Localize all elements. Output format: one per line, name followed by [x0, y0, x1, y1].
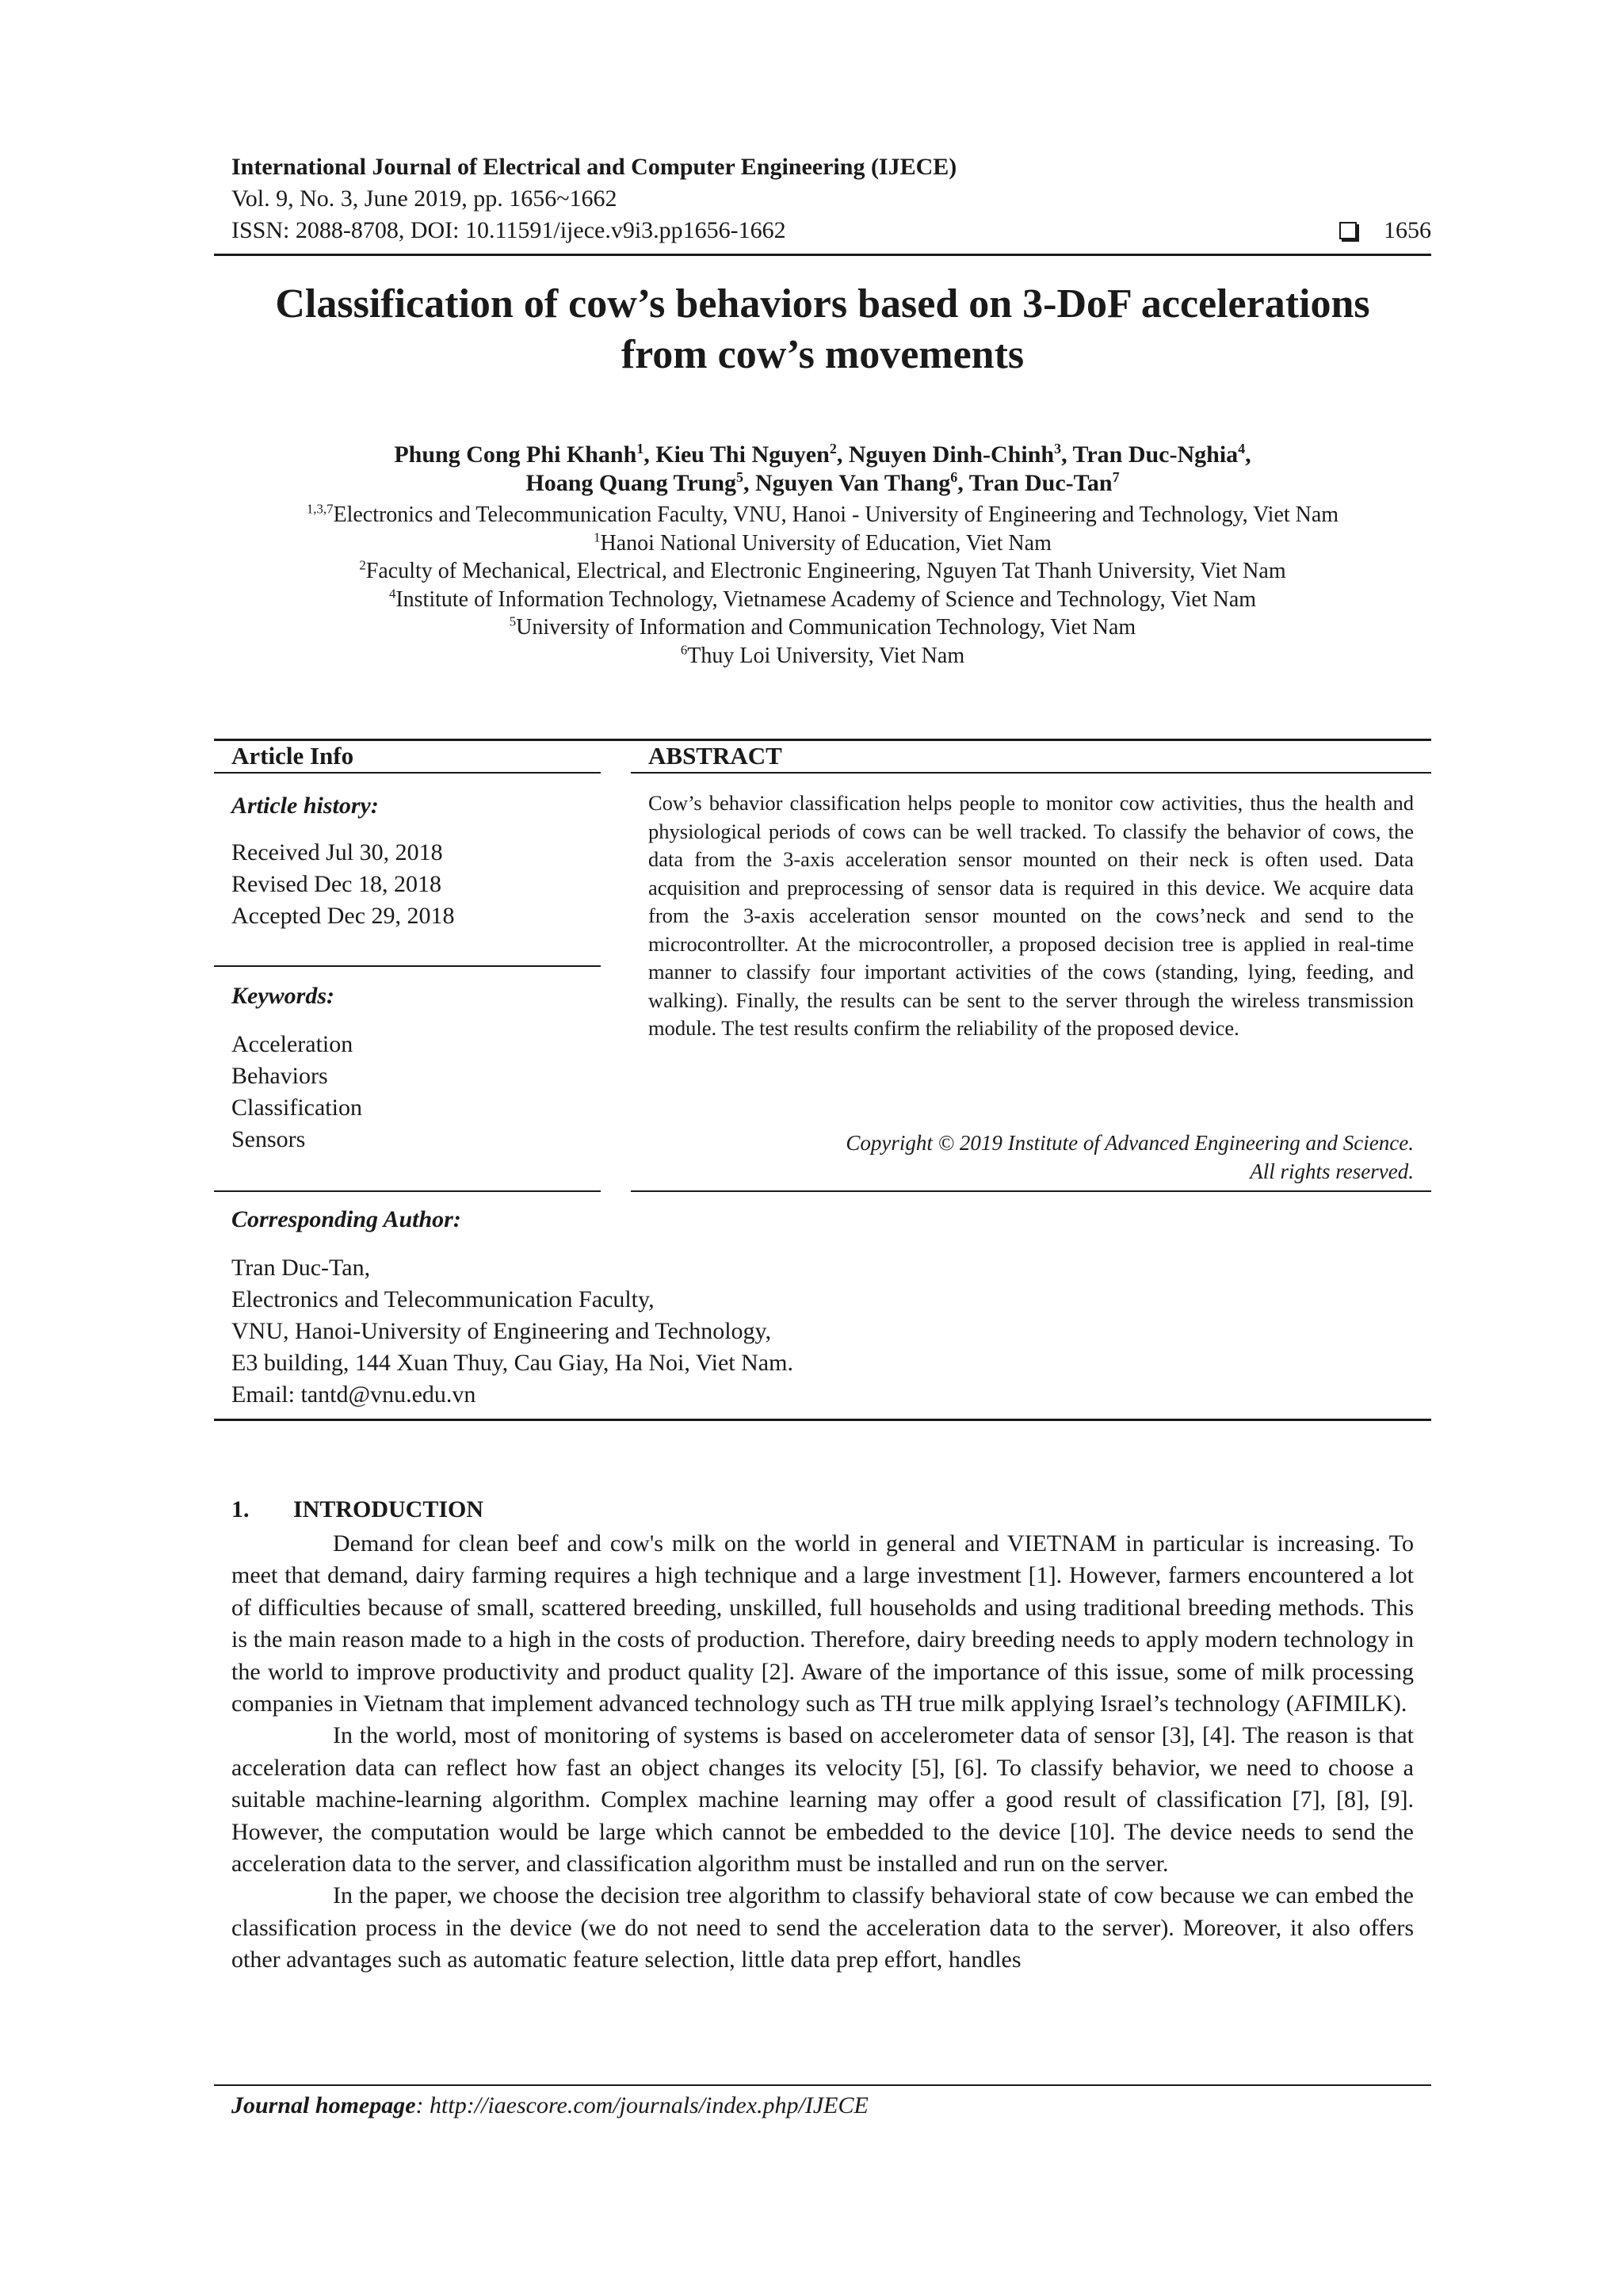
affiliation — [214, 642, 1431, 670]
received-date: Received Jul 30, 2018 — [231, 839, 443, 865]
article-info-underline — [214, 772, 601, 774]
copyright-line-2: All rights reserved. — [1250, 1159, 1414, 1183]
affiliation-sup: 6 — [680, 642, 688, 658]
article-history-label: Article history: — [231, 793, 379, 819]
affiliation-sup: 1,3,7 — [306, 501, 334, 517]
revised-date: Revised Dec 18, 2018 — [231, 871, 441, 897]
affiliation — [214, 586, 1431, 614]
journal-homepage — [231, 2092, 869, 2119]
author-sup: 2 — [829, 441, 837, 457]
author-sup: 1 — [636, 441, 644, 457]
title-line-1: Classification of cow’s behaviors based on 3-DoF accelerations — [275, 281, 1370, 327]
introduction-body — [231, 1528, 1414, 1977]
author-sep: , — [643, 441, 656, 468]
keywords-label: Keywords: — [231, 983, 334, 1009]
affiliation-sup: 2 — [359, 557, 366, 573]
affiliation — [214, 613, 1431, 642]
abstract-heading: ABSTRACT — [648, 742, 782, 770]
author-sep: , — [836, 441, 849, 468]
introduction-heading — [231, 1496, 483, 1523]
affiliation — [214, 529, 1431, 558]
author-name: Hoang Quang Trung — [525, 470, 737, 496]
author-sup: 5 — [736, 469, 744, 485]
volume-info: Vol. 9, No. 3, June 2019, pp. 1656~1662 — [231, 185, 617, 212]
author-sep: , — [1061, 441, 1073, 468]
corresponding-author-details — [231, 1252, 793, 1411]
corresponding-line: Electronics and Telecommunication Faculty, — [231, 1286, 655, 1312]
author-sep: , — [743, 470, 756, 496]
article-info-heading: Article Info — [231, 742, 354, 770]
author-name: Kieu Thi Nguyen — [655, 441, 830, 468]
corresponding-line: Tran Duc-Tan, — [231, 1255, 371, 1281]
page-number: 1656 — [1384, 217, 1431, 243]
affiliation-text: University of Information and Communication Technology, Viet Nam — [516, 615, 1136, 640]
author-line-2 — [214, 469, 1431, 498]
affiliation-text: Hanoi National University of Education, Viet Nam — [600, 530, 1052, 556]
square-bullet-icon — [1339, 222, 1357, 239]
affiliation — [214, 557, 1431, 586]
keyword: Acceleration — [231, 1031, 353, 1057]
affiliation-sup: 1 — [594, 529, 601, 545]
section-title: INTRODUCTION — [293, 1496, 484, 1522]
author-sup: 7 — [1112, 469, 1120, 485]
homepage-url[interactable]: : http://iaescore.com/journals/index.php/IJECE — [415, 2092, 869, 2118]
keywords-bottom-rule — [214, 1190, 601, 1192]
homepage-label: Journal homepage — [231, 2092, 416, 2118]
affiliation-text: Faculty of Mechanical, Electrical, and Electronic Engineering, Nguyen Tat Thanh University, Viet Nam — [365, 559, 1286, 583]
paper-title — [214, 279, 1431, 380]
author-sup: 4 — [1238, 441, 1246, 457]
affiliation-text: Institute of Information Technology, Vietnamese Academy of Science and Technology, Viet Nam — [395, 586, 1257, 612]
author-sep: , — [1245, 441, 1251, 468]
author-sup: 3 — [1054, 441, 1062, 457]
corresponding-email: Email: tantd@vnu.edu.vn — [231, 1381, 476, 1408]
keyword: Behaviors — [231, 1063, 328, 1089]
info-top-rule — [214, 739, 1431, 741]
corresponding-line: E3 building, 144 Xuan Thuy, Cau Giay, Ha Noi, Viet Nam. — [231, 1350, 793, 1376]
keyword: Classification — [231, 1095, 362, 1121]
author-line-1 — [214, 441, 1431, 469]
corresponding-author-label: Corresponding Author: — [231, 1206, 461, 1232]
front-matter-end-rule — [214, 1419, 1431, 1421]
issn-doi: ISSN: 2088-8708, DOI: 10.11591/ijece.v9i3.pp1656-1662 — [231, 217, 786, 243]
copyright-notice — [701, 1129, 1414, 1186]
body-paragraph: In the paper, we choose the decision tree algorithm to classify behavioral state of cow because we can embed the classification process in the device (we do not need to send the acceleration data to the server). Moreover, it also offers other advantages such as automatic feature selection, little data prep effort, handles — [231, 1882, 1414, 1973]
page-number-group — [1339, 217, 1431, 244]
accepted-date: Accepted Dec 29, 2018 — [231, 903, 455, 929]
affiliation-sup: 5 — [509, 613, 517, 629]
history-divider — [214, 965, 601, 967]
body-paragraph: Demand for clean beef and cow's milk on the world in general and VIETNAM in particular is increasing. To meet that demand, dairy farming requires a high technique and a large investment [1]. However, farmers encountered a lot of difficulties because of small, scattered breeding, unskilled, full households and using traditional breeding methods. This is the main reason made to a high in the costs of production. Therefore, dairy breeding needs to apply modern technology in the world to improve productivity and product quality [2]. Aware of the importance of this issue, some of milk processing companies in Vietnam that implement advanced technology such as TH true milk applying Israel’s technology (AFIMILK). — [231, 1530, 1414, 1717]
author-name: Tran Duc-Tan — [968, 470, 1113, 496]
author-name: Tran Duc-Nghia — [1072, 441, 1239, 468]
author-name: Phung Cong Phi Khanh — [394, 441, 637, 468]
header-divider — [214, 254, 1431, 256]
author-list — [214, 441, 1431, 498]
copyright-line-1: Copyright © 2019 Institute of Advanced Engineering and Science. — [846, 1131, 1414, 1155]
author-sep: , — [957, 470, 969, 496]
affiliation-text: Thuy Loi University, Viet Nam — [687, 643, 965, 668]
author-name: Nguyen Van Thang — [755, 470, 951, 496]
abstract-underline — [631, 772, 1431, 774]
affiliation-sup: 4 — [388, 586, 396, 602]
article-history — [231, 837, 455, 932]
body-paragraph: In the world, most of monitoring of systems is based on accelerometer data of sensor [3], [4]. The reason is that acceleration data can reflect how fast an object changes its velocity [5], [6]. To classify behavior, we need to choose a suitable machine-learning algorithm. Complex machine learning may offer a good result of classification [7], [8], [9]. However, the computation would be large which cannot be embedded to the device [10]. The device needs to send the acceleration data to the server, and classification algorithm must be installed and run on the server. — [231, 1722, 1414, 1878]
section-number: 1. — [231, 1496, 250, 1522]
keyword-list — [231, 1029, 362, 1156]
abstract-bottom-rule — [631, 1190, 1431, 1192]
title-line-2: from cow’s movements — [621, 332, 1025, 377]
author-name: Nguyen Dinh-Chinh — [848, 441, 1055, 468]
corresponding-line: VNU, Hanoi-University of Engineering and Technology, — [231, 1318, 772, 1344]
keyword: Sensors — [231, 1126, 306, 1152]
affiliation-text: Electronics and Telecommunication Faculty, VNU, Hanoi - University of Engineering and Technology, Viet Nam — [333, 502, 1339, 527]
footer-divider — [214, 2084, 1431, 2086]
journal-name: International Journal of Electrical and Computer Engineering (IJECE) — [231, 154, 957, 180]
affiliation-list — [214, 501, 1431, 670]
affiliation — [214, 501, 1431, 529]
author-sup: 6 — [950, 469, 958, 485]
abstract-text: Cow’s behavior classification helps people to monitor cow activities, thus the health and physiological periods of cows can be well tracked. To classify the behavior of cows, the data from the 3-axis acceleration sensor mounted on their neck is often used. Data acquisition and preprocessing of sensor data is required in this device. We acquire data from the 3-axis acceleration sensor mounted on the cows’neck and send to the microcontrollter. At the microcontroller, a proposed decision tree is applied in real-time manner to classify four important activities of the cows (standing, lying, feeding, and walking). Finally, the results can be sent to the server through the wireless transmission module. The test results confirm the reliability of the proposed device. — [648, 791, 1414, 1040]
